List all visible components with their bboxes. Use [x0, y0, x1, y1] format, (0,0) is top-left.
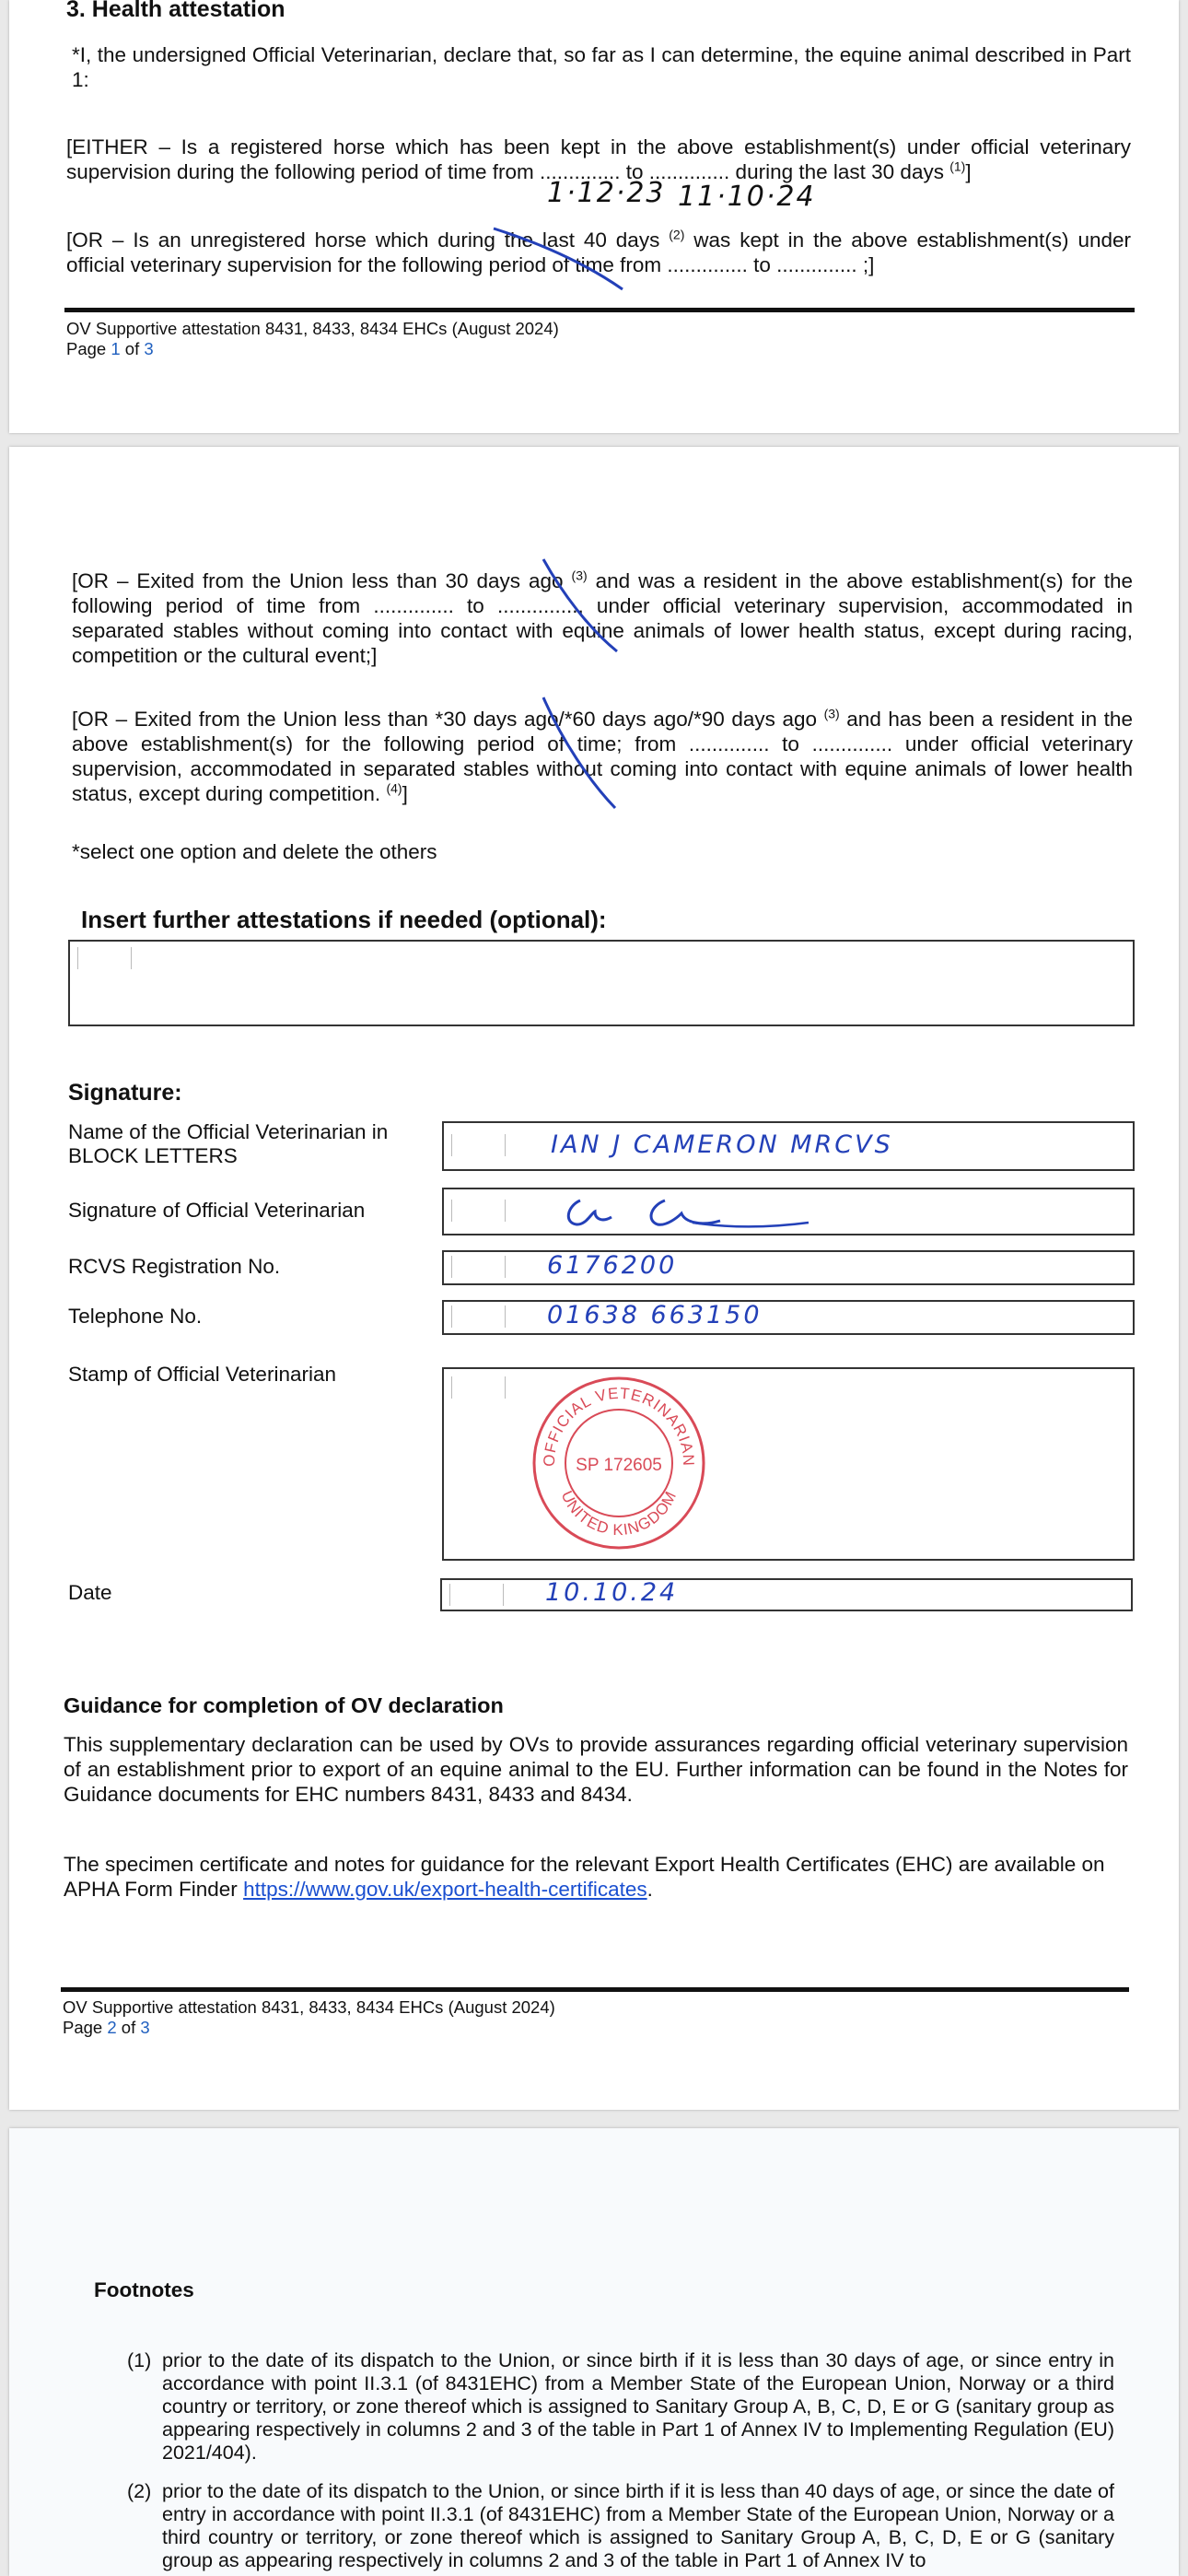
footnote-ref: (3) [823, 706, 840, 721]
guidance-paragraph-2 [64, 1852, 1128, 1902]
or-exit-30-text-a: [OR – Exited from the Union less than 30 days ago [72, 569, 564, 592]
footnote-ref: (2) [669, 227, 685, 242]
date-field[interactable] [440, 1578, 1133, 1611]
footnote-number: (2) [127, 2480, 152, 2502]
export-health-certificates-link[interactable]: https://www.gov.uk/export-health-certificates [243, 1878, 647, 1901]
select-note: *select one option and delete the others [72, 840, 437, 863]
field-label-rcvs: RCVS Registration No. [68, 1255, 281, 1278]
name-field[interactable] [442, 1121, 1135, 1171]
footer-page-word: Page [63, 2018, 103, 2037]
stamp-center-text: SP 172605 [576, 1456, 662, 1475]
either-option-end: ] [965, 160, 972, 183]
footer-of-word: of [124, 339, 140, 358]
guidance-heading: Guidance for completion of OV declaration [64, 1693, 504, 1717]
footnote-ref: (4) [386, 780, 402, 796]
declaration-text: *I, the undersigned Official Veterinarian, declare that, so far as I can determine, the equine animal described in Part 1: [72, 43, 1131, 91]
rcvs-value: 6176200 [547, 1251, 678, 1280]
field-label-stamp: Stamp of Official Veterinarian [68, 1363, 336, 1386]
field-label-signature: Signature of Official Veterinarian [68, 1199, 366, 1222]
footer-page-number [63, 2018, 555, 2038]
section-heading: 3. Health attestation [66, 0, 285, 22]
further-attestations-heading: Insert further attestations if needed (optional): [81, 906, 607, 933]
stamp-top-text: OFFICIAL VETERINARIAN [540, 1384, 698, 1468]
or-exit-multi-text-b: and has been a resident in the above establishment(s) for the following period of time; from .............. to .............. under official veterinary supervision, accommodated in separated stables without coming into contact with equine animals of lower health status, except during competition. [72, 708, 1133, 805]
footnote-text: prior to the date of its dispatch to the Union, or since birth if it is less than 40 days of age, or since the date of entry in accordance with point II.3.1 (of 8431EHC) from a Member State of the European Union, Norway or a third country or territory, or zone thereof which is assigned to Sanitary Group A, B, C, D, E or G (sanitary group as appearing respectively in columns 2 and 3 of the table in Part 1 of Annex IV to [162, 2480, 1114, 2571]
document-page-1 [9, 0, 1179, 433]
field-label-name: Name of the Official Veterinarian in BLOCK LETTERS [68, 1120, 389, 1167]
rcvs-field[interactable] [442, 1250, 1135, 1285]
page-footer [66, 319, 559, 359]
date-value: 10.10.24 [545, 1578, 679, 1607]
document-page-2 [9, 447, 1179, 2110]
footer-rule [64, 308, 1135, 312]
field-label-date: Date [68, 1581, 112, 1604]
handwritten-date-from: 1·12·23 [547, 177, 666, 209]
strike-through-line [525, 694, 626, 814]
guidance-p2-text: The specimen certificate and notes for guidance for the relevant Export Health Certificates (EHC) are available on APHA Form Finder [64, 1853, 1105, 1901]
footer-page-num: 2 [107, 2018, 117, 2037]
further-attestations-input[interactable] [68, 940, 1135, 1026]
footer-of-word: of [121, 2018, 136, 2037]
or-option-text-b: was kept in the above establishment(s) under official veterinary supervision for the following period of time from .............. to .............. ;] [66, 228, 1131, 276]
document-page-3 [9, 2128, 1179, 2576]
handwritten-signature [554, 1191, 831, 1232]
or-exit-30-text-b: and was a resident in the above establishment(s) for the following period of time from .............. to .............., under official veterinary supervision, accommodated in separated stables without coming into contact with equine animals of lower health status, except during racing, competition or the cultural event;] [72, 569, 1134, 667]
stamp-field[interactable] [442, 1367, 1135, 1561]
official-stamp [527, 1371, 711, 1555]
stamp-bottom-text: UNITED KINGDOM [557, 1488, 681, 1540]
footnote-ref: (1) [949, 158, 966, 174]
or-exit-multi-end: ] [402, 782, 408, 805]
signature-heading: Signature: [68, 1080, 182, 1106]
guidance-p2-end: . [646, 1878, 653, 1901]
field-label-telephone: Telephone No. [68, 1305, 203, 1328]
page-footer [63, 1997, 555, 2038]
footnotes-heading: Footnotes [94, 2278, 194, 2301]
telephone-value: 01638 663150 [547, 1301, 763, 1329]
footnote-text: prior to the date of its dispatch to the Union, or since birth if it is less than 30 days of age, or since entry in accordance with point II.3.1 (of 8431EHC) from a Member State of the European Union, Norway or a third country or territory, or zone thereof which is assigned to Sanitary Group A, B, C, D, E or G (sanitary group as appearing respectively in columns 2 and 3 of the table in Part 1 of Annex IV to Implementing Regulation (EU) 2021/404). [162, 2349, 1114, 2464]
footer-page-total: 3 [140, 2018, 150, 2037]
footnote-ref: (3) [571, 568, 588, 583]
signature-field[interactable] [442, 1188, 1135, 1235]
footer-page-total: 3 [144, 339, 154, 358]
strike-through-line [488, 221, 635, 295]
footer-page-num: 1 [111, 339, 121, 358]
name-value: IAN J CAMERON MRCVS [551, 1130, 893, 1159]
handwritten-date-to: 11·10·24 [678, 181, 816, 213]
either-option-text: [EITHER – Is a registered horse which has been kept in the above establishment(s) under official veterinary supervision during the following period of time from .............. to .............. during the last 30 days [66, 135, 1131, 183]
telephone-field[interactable] [442, 1300, 1135, 1335]
footer-page-word: Page [66, 339, 107, 358]
footer-title: OV Supportive attestation 8431, 8433, 8434 EHCs (August 2024) [63, 1997, 555, 2017]
footnote-number: (1) [127, 2349, 152, 2371]
guidance-paragraph-1: This supplementary declaration can be used by OVs to provide assurances regarding official veterinary supervision of an establishment prior to export of an equine animal to the EU. Further information can be found in the Notes for Guidance documents for EHC numbers 8431, 8433 and 8434. [64, 1733, 1128, 1806]
strike-through-line [525, 556, 635, 657]
footer-rule [61, 1987, 1129, 1992]
footer-title: OV Supportive attestation 8431, 8433, 8434 EHCs (August 2024) [66, 319, 559, 338]
or-option-text-a: [OR – Is an unregistered horse which during the last 40 days [66, 228, 660, 252]
or-exit-multi-text-a: [OR – Exited from the Union less than *30 days ago/*60 days ago/*90 days ago [72, 708, 818, 731]
footer-page-number [66, 339, 559, 359]
